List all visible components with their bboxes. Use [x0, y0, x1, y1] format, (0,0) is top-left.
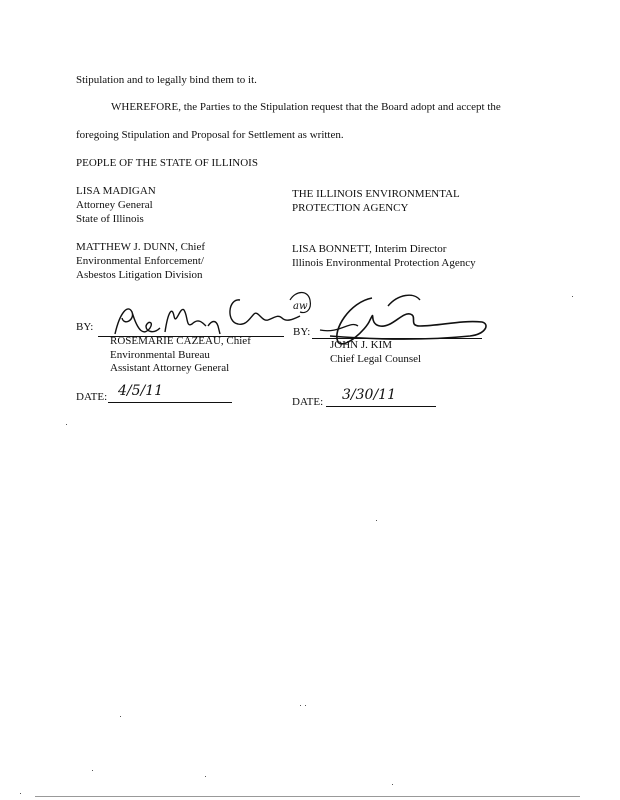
right-date-label: DATE:: [292, 396, 324, 408]
left-signer-title-2: Assistant Attorney General: [110, 362, 230, 374]
svg-text:aw: aw: [293, 301, 308, 312]
scan-speck: [66, 424, 67, 425]
scan-speck: [305, 705, 306, 706]
scan-speck: [205, 776, 206, 777]
scan-speck: [392, 784, 393, 785]
scan-speck: [376, 520, 377, 521]
scan-speck: [120, 716, 121, 717]
agency-line-1: THE ILLINOIS ENVIRONMENTAL: [292, 188, 460, 200]
left-by-label: BY:: [76, 321, 94, 333]
scan-bottom-edge: [35, 796, 580, 797]
body-line-2: WHEREFORE, the Parties to the Stipulation request that the Board adopt and accept the: [111, 101, 501, 113]
left-title-2: State of Illinois: [76, 213, 144, 225]
body-line-1: Stipulation and to legally bind them to it.: [76, 74, 257, 86]
right-signer-title: Chief Legal Counsel: [330, 353, 422, 365]
scan-speck: [572, 296, 573, 297]
scan-speck: [20, 793, 21, 794]
agency-line-2: PROTECTION AGENCY: [292, 202, 409, 214]
left-title-1: Attorney General: [76, 199, 153, 211]
right-signer-name: JOHN J. KIM: [330, 339, 393, 351]
director-name: LISA BONNETT, Interim Director: [292, 243, 447, 255]
right-by-label: BY:: [293, 326, 311, 338]
right-date-line: [326, 406, 436, 407]
left-date-label: DATE:: [76, 391, 108, 403]
left-signer-title-1: Environmental Bureau: [110, 349, 210, 361]
people-header: PEOPLE OF THE STATE OF ILLINOIS: [76, 157, 258, 169]
left-date-value: 4/5/11: [118, 383, 164, 399]
left-date-line: [108, 402, 232, 403]
scan-speck: [92, 770, 93, 771]
left-title-4: Asbestos Litigation Division: [76, 269, 203, 281]
left-name-2: MATTHEW J. DUNN, Chief: [76, 241, 206, 253]
director-title: Illinois Environmental Protection Agency: [292, 257, 476, 269]
left-name-1: LISA MADIGAN: [76, 185, 156, 197]
left-signer-name: ROSEMARIE CAZEAU, Chief: [110, 335, 251, 347]
left-title-3: Environmental Enforcement/: [76, 255, 204, 267]
body-line-3: foregoing Stipulation and Proposal for Settlement as written.: [76, 129, 344, 141]
right-date-value: 3/30/11: [342, 387, 396, 403]
scan-speck: [300, 705, 301, 706]
